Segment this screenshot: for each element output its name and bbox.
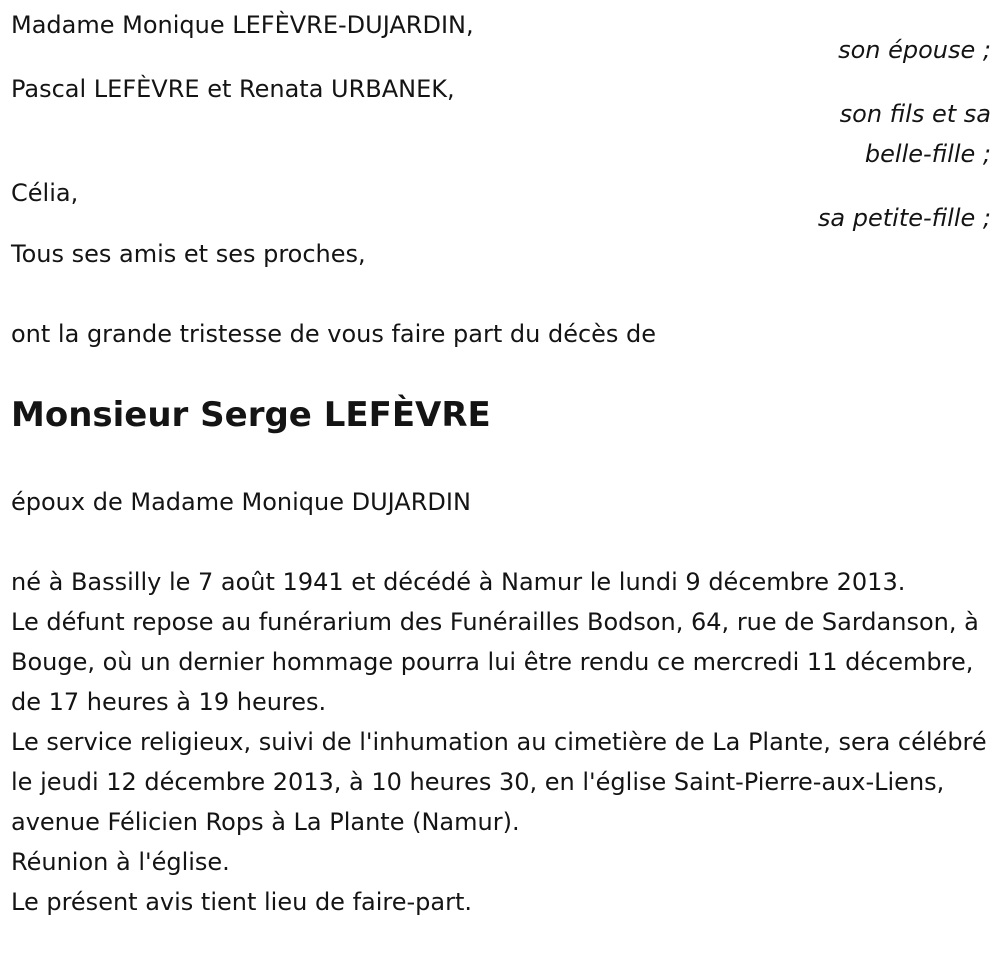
deceased-name: Monsieur Serge LEFÈVRE: [11, 395, 491, 435]
family-member-name: Pascal LEFÈVRE et Renata URBANEK,: [11, 75, 455, 103]
family-member-relation: son épouse ;: [838, 36, 991, 64]
spouse-line: époux de Madame Monique DUJARDIN: [11, 488, 471, 516]
visitation-paragraph: Le défunt repose au funérarium des Funérailles Bodson, 64, rue de Sardanson, à Bouge, où un dernier hommage pourra lui être rendu ce mercredi 11 décembre, de 17 heures à 19 heures.: [11, 608, 979, 716]
family-member-name: Madame Monique LEFÈVRE-DUJARDIN,: [11, 11, 474, 39]
birth-death-line: né à Bassilly le 7 août 1941 et décédé à Namur le lundi 9 décembre 2013.: [11, 568, 906, 596]
reunion-line: Réunion à l'église.: [11, 848, 230, 876]
announcement-intro: ont la grande tristesse de vous faire part du décès de: [11, 320, 657, 348]
family-member-relation-text: son fils et sa belle-fille ;: [839, 100, 991, 168]
notice-line: Le présent avis tient lieu de faire-part.: [11, 888, 473, 916]
service-paragraph: Le service religieux, suivi de l'inhumation au cimetière de La Plante, sera célébré le jeudi 12 décembre 2013, à 10 heures 30, en l'église Saint-Pierre-aux-Liens, avenue Félicien Rops à La Plante (Namur).: [11, 728, 987, 836]
family-closing: Tous ses amis et ses proches,: [11, 240, 366, 268]
family-member-row: [11, 0, 991, 70]
family-member-name: Célia,: [11, 179, 79, 207]
family-member-relation: sa petite-fille ;: [817, 204, 991, 232]
family-member-relation: [821, 94, 991, 174]
funeral-details: [11, 562, 991, 922]
family-member-row: [11, 168, 991, 238]
family-member-row: [11, 64, 991, 174]
